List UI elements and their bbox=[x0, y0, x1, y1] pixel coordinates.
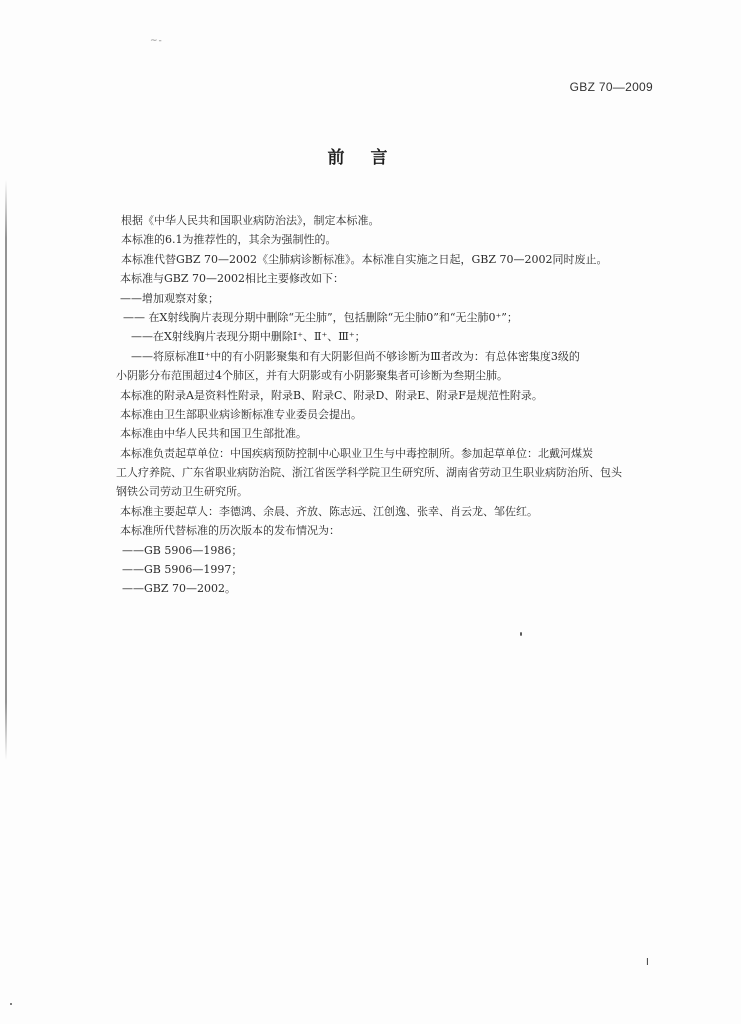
body-line: ——增加观察对象； bbox=[120, 291, 219, 305]
body-line: 小阴影分布范围超过4个肺区，并有大阴影或有小阴影聚集者可诊断为叁期尘肺。 bbox=[116, 369, 508, 383]
scan-mark: ~- bbox=[150, 36, 163, 46]
body-line: 本标准的6.1为推荐性的，其余为强制性的。 bbox=[121, 233, 337, 247]
body-line: 本标准代替GBZ 70—2002《尘肺病诊断标准》。本标准自实施之日起，GBZ 70—2002同时废止。 bbox=[121, 252, 608, 266]
page-number: I bbox=[646, 957, 649, 968]
body-line: 本标准由卫生部职业病诊断标准专业委员会提出。 bbox=[120, 407, 362, 421]
body-line: ——GBZ 70—2002。 bbox=[122, 582, 237, 596]
body-line: 钢铁公司劳动卫生研究所。 bbox=[116, 485, 248, 499]
body-line: ——GB 5906—1986； bbox=[122, 543, 243, 557]
body-line: 本标准与GBZ 70—2002相比主要修改如下： bbox=[120, 272, 345, 286]
body-line: —— 在X射线胸片表现分期中删除“无尘肺”，包括删除“无尘肺0”和“无尘肺0⁺”； bbox=[123, 310, 518, 324]
body-line: ——在X射线胸片表现分期中删除Ⅰ⁺、Ⅱ⁺、Ⅲ⁺； bbox=[131, 330, 366, 344]
body-line: 根据《中华人民共和国职业病防治法》，制定本标准。 bbox=[121, 214, 380, 227]
scan-speck bbox=[10, 1003, 12, 1005]
preface-body bbox=[116, 211, 661, 599]
body-line: ——GB 5906—1997； bbox=[122, 563, 243, 577]
body-line: 本标准的附录A是资料性附录，附录B、附录C、附录D、附录E、附录F是规范性附录。 bbox=[120, 388, 543, 402]
scan-speck bbox=[520, 632, 522, 636]
body-line: ——将原标准Ⅱ⁺中的有小阴影聚集和有大阴影但尚不够诊断为Ⅲ者改为：有总体密集度3级的 bbox=[131, 349, 580, 363]
scan-edge-shadow bbox=[5, 180, 7, 760]
page-title: 前言 bbox=[327, 148, 414, 168]
body-line: 本标准所代替标准的历次版本的发布情况为： bbox=[120, 524, 340, 538]
standard-code: GBZ 70—2009 bbox=[569, 80, 653, 94]
body-line: 本标准由中华人民共和国卫生部批准。 bbox=[120, 427, 307, 441]
body-line: 本标准负责起草单位：中国疾病预防控制中心职业卫生与中毒控制所。参加起草单位：北戴河煤炭 bbox=[120, 446, 593, 460]
body-line: 工人疗养院、广东省职业病防治院、浙江省医学科学院卫生研究所、湖南省劳动卫生职业病防治所、包头 bbox=[116, 466, 622, 480]
body-line: 本标准主要起草人：李德鸿、余晨、齐放、陈志远、江创逸、张幸、肖云龙、邹佐红。 bbox=[120, 504, 538, 518]
